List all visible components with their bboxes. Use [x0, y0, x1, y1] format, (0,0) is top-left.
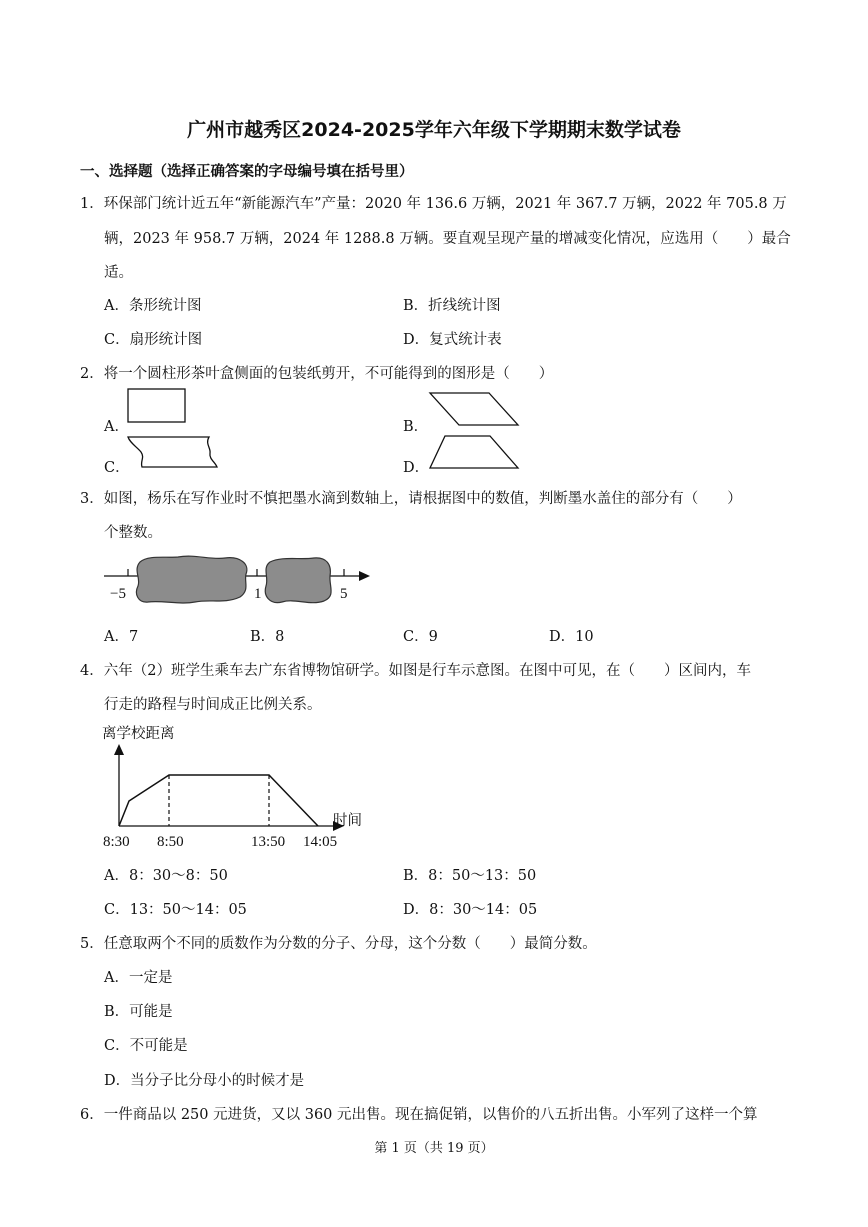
q3-text-line1: 3．如图，杨乐在写作业时不慎把墨水滴到数轴上，请根据图中的数值，判断墨水盖住的部分有（ ）: [80, 491, 742, 507]
ink-blot-left: [136, 556, 246, 603]
ink-blot-right: [265, 558, 331, 603]
q4-option-b: B．8：50～13：50: [403, 868, 537, 884]
number-line-arrow-icon: [359, 571, 370, 581]
graph-x-axis-label: 时间: [333, 813, 362, 829]
q2-irregular-cut-shape: [125, 434, 225, 474]
q5-option-c: C．不可能是: [104, 1038, 188, 1054]
q1-option-c: C．扇形统计图: [104, 332, 203, 348]
q3-option-a: A．7: [104, 629, 139, 645]
q2-option-a-label: A．: [104, 419, 129, 435]
q4-option-d: D．8：30～14：05: [403, 902, 538, 918]
page-title: 广州市越秀区2024-2025学年六年级下学期期末数学试卷: [187, 119, 681, 141]
q4-option-a: A．8：30～8：50: [104, 868, 228, 884]
page-footer: 第 1 页（共 19 页）: [374, 1141, 494, 1156]
q3-option-c: C．9: [403, 629, 438, 645]
q4-option-c: C．13：50～14：05: [104, 902, 247, 918]
q3-option-b: B．8: [250, 629, 285, 645]
q1-text-line2: 辆，2023 年 958.7 万辆，2024 年 1288.8 万辆。要直观呈现产量的增减变化情况，应选用（ ）最合: [104, 231, 791, 247]
q2-trapezoid-shape: [425, 433, 525, 473]
q3-text-line2: 个整数。: [104, 525, 162, 541]
number-line-figure: [100, 552, 375, 612]
axis-label-minus-5: −5: [110, 586, 126, 602]
graph-tick-1405: 14:05: [303, 834, 338, 850]
q1-option-d: D．复式统计表: [403, 332, 502, 348]
q2-text-line1: 2．将一个圆柱形茶叶盒侧面的包装纸剪开，不可能得到的图形是（ ）: [80, 366, 554, 382]
q3-option-d: D．10: [549, 629, 594, 645]
q1-option-b: B．折线统计图: [403, 298, 501, 314]
y-axis-arrow-icon: [114, 744, 124, 755]
q2-parallelogram-shape: [425, 390, 525, 430]
q1-option-a: A．条形统计图: [104, 298, 202, 314]
q2-option-d-label: D．: [403, 460, 430, 476]
q4-text-line2: 行走的路程与时间成正比例关系。: [104, 697, 322, 713]
q1-text-line3: 适。: [104, 265, 133, 281]
graph-tick-1350: 13:50: [251, 834, 286, 850]
q5-option-b: B．可能是: [104, 1004, 173, 1020]
q2-rectangle-shape: [125, 386, 190, 426]
graph-distance-line: [119, 775, 318, 826]
q4-text-line1: 4．六年（2）班学生乘车去广东省博物馆研学。如图是行车示意图。在图中可见，在（ ）区间内，车: [80, 663, 751, 679]
q2-option-c-label: C．: [104, 460, 130, 476]
graph-tick-830: 8:30: [103, 834, 130, 850]
q6-text-line1: 6．一件商品以 250 元进货，又以 360 元出售。现在搞促销，以售价的八五折出售。小军列了这样一个算: [80, 1107, 758, 1123]
q1-text-line1: 1．环保部门统计近五年“新能源汽车”产量：2020 年 136.6 万辆，2021 年 367.7 万辆，2022 年 705.8 万: [80, 196, 787, 212]
q5-option-a: A．一定是: [104, 970, 173, 986]
section-heading-choice: 一、选择题（选择正确答案的字母编号填在括号里）: [80, 164, 414, 180]
q2-option-b-label: B．: [403, 419, 429, 435]
q5-option-d: D．当分子比分母小的时候才是: [104, 1073, 305, 1089]
axis-label-5: 5: [340, 586, 348, 602]
travel-distance-time-graph: [100, 722, 375, 852]
q5-text-line1: 5．任意取两个不同的质数作为分数的分子、分母，这个分数（ ）最简分数。: [80, 936, 597, 952]
graph-y-axis-label: 离学校距离: [102, 726, 175, 742]
graph-tick-850: 8:50: [157, 834, 184, 850]
axis-label-1: 1: [254, 586, 262, 602]
